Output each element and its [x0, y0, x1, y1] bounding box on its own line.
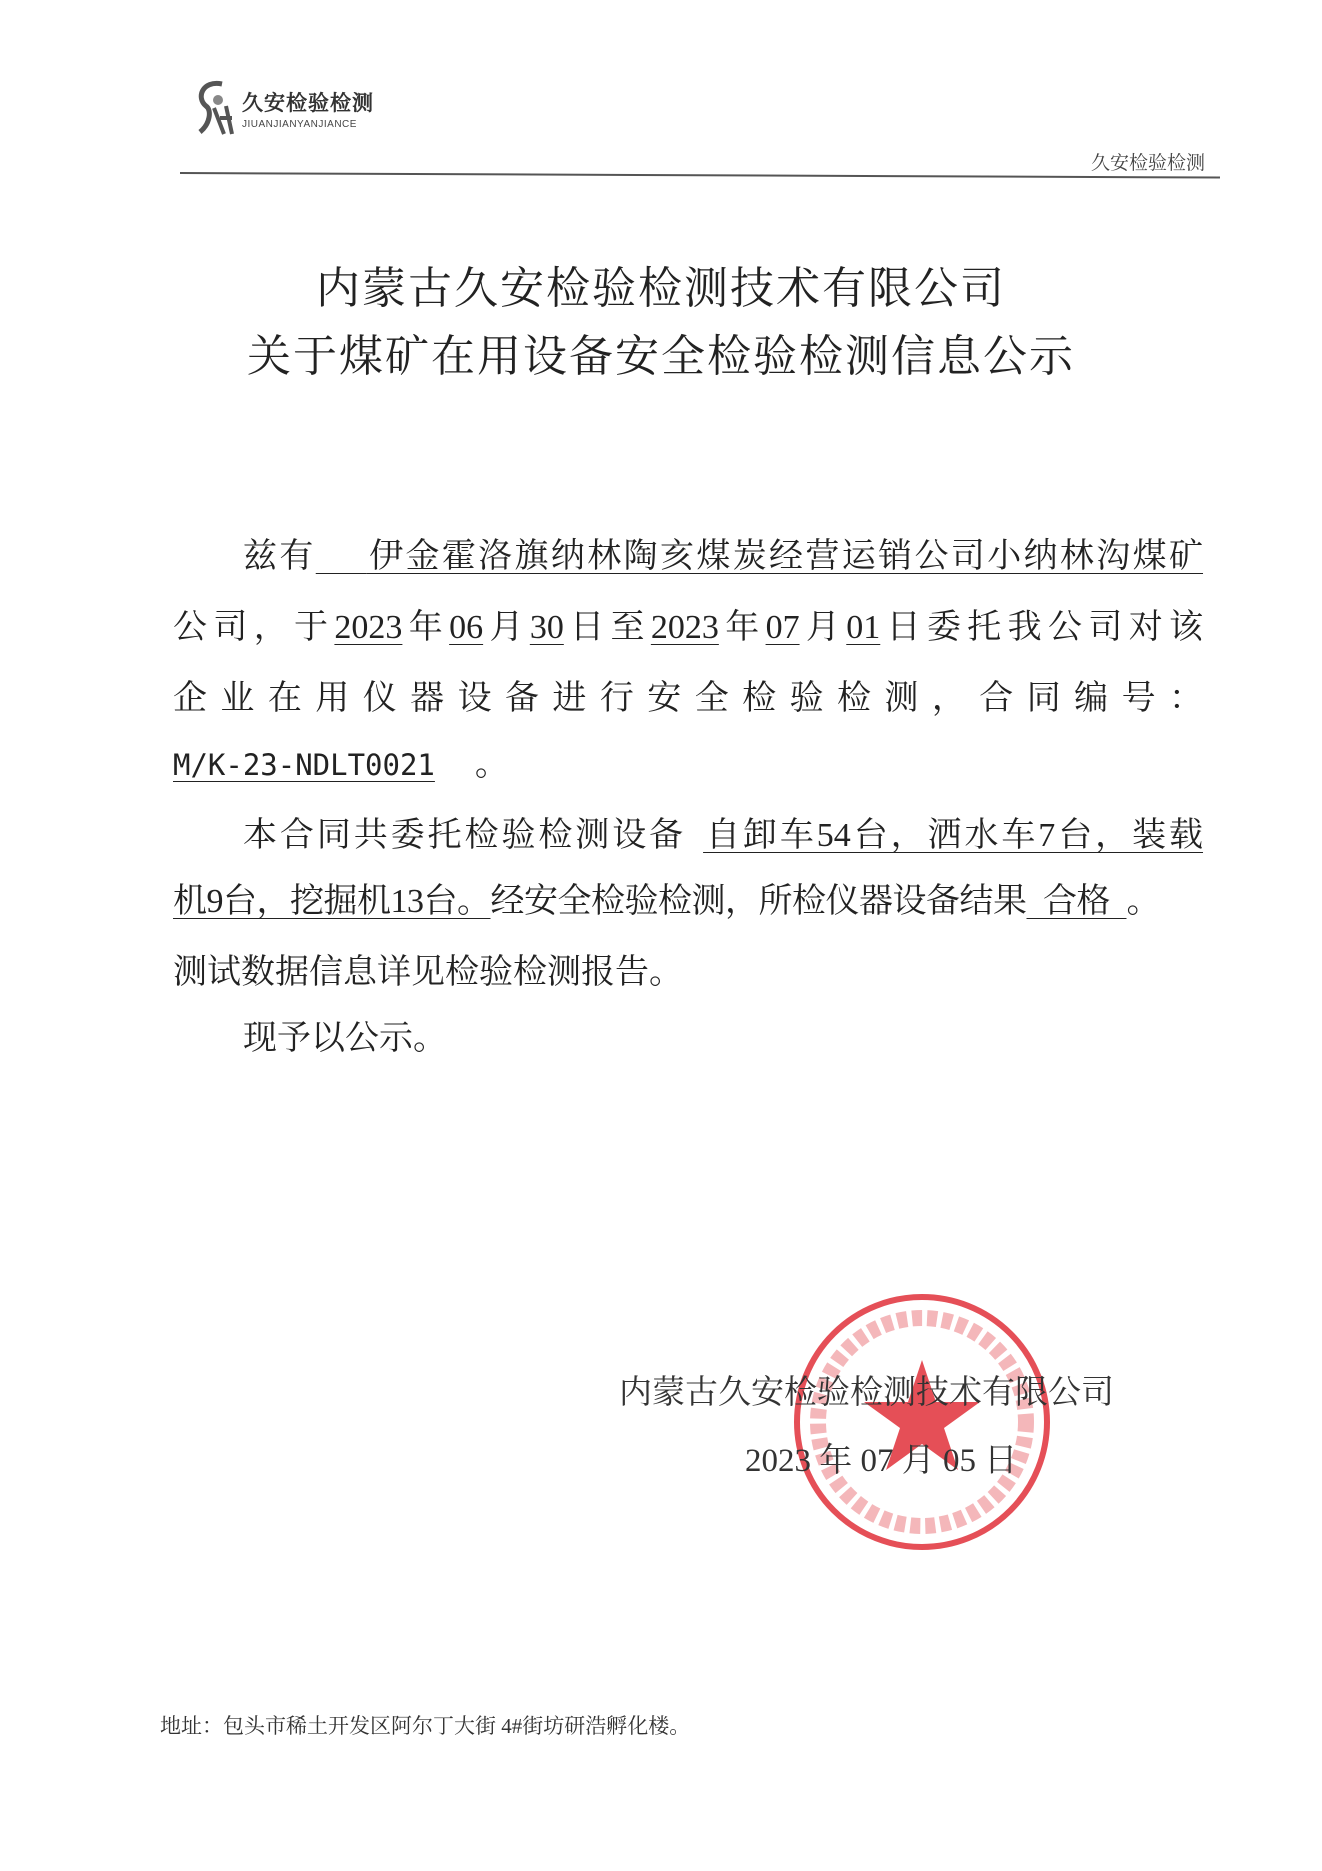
text: 年 — [402, 609, 450, 646]
body-line-7: 测试数据信息详见检验检测报告。 — [173, 954, 683, 991]
text: 。 — [474, 746, 509, 783]
body-line-5 — [243, 807, 1203, 856]
logo-mark-icon — [192, 78, 236, 138]
body-line-3: 企业在用仪器设备进行安全检验检测，合同编号： — [173, 680, 1203, 717]
text: 经安全检验检测，所检仪器设备结果 — [490, 883, 1027, 920]
text: 日至 — [563, 609, 651, 646]
header-divider — [180, 172, 1220, 179]
footer-address: 地址：包头市稀土开发区阿尔丁大街 4#街坊研浩孵化楼。 — [160, 1714, 691, 1738]
text: 本合同共委托检验检测设备 — [243, 817, 687, 854]
title-line-1: 内蒙古久安检验检测技术有限公司 — [316, 264, 1006, 313]
logo-text-cn: 久安检验检测 — [242, 91, 374, 115]
header-label: 久安检验检测 — [1090, 153, 1205, 174]
body-line-6 — [173, 873, 1203, 922]
end-year: 2023 — [650, 609, 719, 646]
text: 月 — [483, 609, 530, 646]
company-logo — [192, 78, 374, 138]
body-line-4 — [173, 736, 1203, 785]
text: 年 — [718, 609, 766, 646]
client-name: 伊金霍洛旗纳林陶亥煤炭经营运销公司小纳林沟煤矿 — [366, 538, 1204, 575]
text: 月 — [799, 609, 847, 646]
start-month: 06 — [449, 609, 484, 646]
logo-text-en: JIUANJIANYANJIANCE — [242, 118, 357, 130]
body-line-8: 现予以公示。 — [243, 1020, 447, 1057]
body-line-2 — [173, 599, 1203, 648]
contract-number: M/K-23-NDLT0021 — [173, 748, 435, 782]
signature-date: 2023 年 07 月 05 日 — [745, 1443, 1018, 1479]
start-day: 30 — [529, 609, 564, 646]
end-month: 07 — [765, 609, 800, 646]
text: 公司，于 — [173, 609, 335, 646]
text: 。 — [1126, 883, 1160, 920]
signature-company: 内蒙古久安检验检测技术有限公司 — [619, 1375, 1114, 1411]
text: 日委托我公司对该 — [880, 609, 1204, 646]
p1-prefix: 兹有 — [243, 538, 316, 575]
title-line-2: 关于煤矿在用设备安全检验检测信息公示 — [247, 332, 1075, 381]
body-line-1 — [243, 528, 1203, 577]
equipment-list-cont: 机9台，挖掘机13台。 — [173, 883, 491, 920]
end-day: 01 — [846, 609, 881, 646]
company-seal-stamp — [790, 1290, 1054, 1554]
equipment-list: 自卸车54台，洒水车7台，装载 — [703, 817, 1204, 854]
start-year: 2023 — [334, 609, 403, 646]
result-value: 合格 — [1043, 883, 1110, 920]
